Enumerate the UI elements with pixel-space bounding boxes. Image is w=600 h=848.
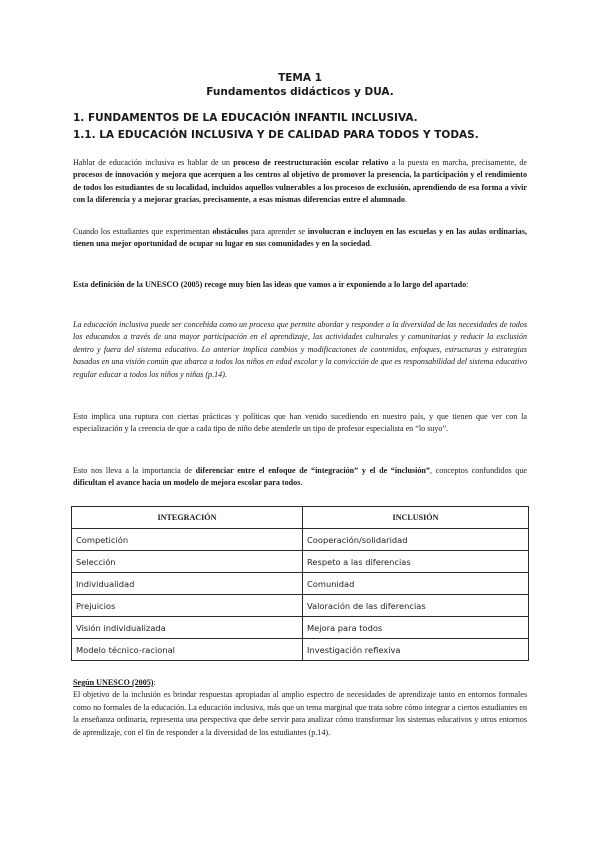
tema-title: TEMA 1 <box>278 72 322 84</box>
p5-bold-b: diferenciar entre el enfoque de “integración” y el de “inclusión” <box>195 466 430 475</box>
table-cell: Individualidad <box>72 573 303 595</box>
p1-bold-b: proceso de reestructuración escolar relativo <box>233 158 389 167</box>
table-cell: Visión individualizada <box>72 617 303 639</box>
paragraph-obstacles <box>73 226 527 251</box>
table-cell: Modelo técnico-racional <box>72 639 303 661</box>
header-integracion: INTEGRACIÓN <box>72 507 303 529</box>
p6-text: El objetivo de la inclusión es brindar respuestas apropiadas al amplio espectro de necesidades de aprendizaje tanto en entornos formales como no formales de la educación. La educación inclusiva, más que un tema marginal que trata sobre cómo integrar a ciertos estudiantes en la enseñanza ordinaria, representa una perspectiva que debe servir para analizar cómo transformar los sistemas educativos y otros entornos de aprendizaje, con el fin de responder a la diversidad de los estudiantes (p.14). <box>73 690 527 737</box>
p2-bold-b: obstáculos <box>212 227 249 236</box>
table-cell: Selección <box>72 551 303 573</box>
table-row <box>72 617 529 639</box>
table-cell: Investigación reflexiva <box>303 639 529 661</box>
p1-text-a: Hablar de educación inclusiva es hablar de un <box>73 158 234 167</box>
p6-label: Según UNESCO (2005) <box>73 678 154 687</box>
p5-text-a: Esto nos lleva a la importancia de <box>73 466 196 475</box>
table-row <box>72 639 529 661</box>
paragraph-unesco-objective <box>73 677 527 739</box>
quote-block: La educación inclusiva puede ser concebida como un proceso que permite abordar y responder a la diversidad de las necesidades de todos los educandos a través de una mayor participación en el aprendizaje, las actividades culturales y comunitarias y reducir la exclusión dentro y fuera del sistema educativo. Lo anterior implica cambios y modificaciones de contenidos, enfoques, estructuras y estrategias basados en una visión común que abarca a todos los niños en edad escolar y la convicción de que es responsabilidad del sistema educativo regular educar a todos los niños y niñas (p.14). <box>73 320 527 379</box>
p2-text-a: Cuando los estudiantes que experimentan <box>73 227 213 236</box>
table-cell: Cooperación/solidaridad <box>303 529 529 551</box>
paragraph-integration-inclusion <box>73 465 527 490</box>
table-row <box>72 573 529 595</box>
p2-text-e: . <box>369 239 372 249</box>
table-row <box>72 529 529 551</box>
p6-colon: : <box>153 678 156 687</box>
table-cell: Mejora para todos <box>303 617 529 639</box>
tema-subtitle: Fundamentos didácticos y DUA. <box>206 86 394 98</box>
paragraph-rupture: Esto implica una ruptura con ciertas prácticas y políticas que han venido sucediendo en nuestro país, y que tienen que ver con la especialización y la creencia de que a cada tipo de niño debe atenderle un tipo de profesor especialista en “lo suyo”. <box>73 412 527 434</box>
p1-bold-d: procesos de innovación y mejora que acerquen a los centros al objetivo de promover la presencia, la participación y el rendimiento de todos los estudiantes de su localidad, incluidos aquellos vulnerables a los procesos de exclusión, aprendiendo de esa forma a vivir con la diferencia y a mejorar gracias, precisamente, a esas mismas diferencias entre el alumnado <box>73 170 527 205</box>
header-inclusion: INCLUSIÓN <box>303 507 529 529</box>
p1-text-e: . <box>404 195 407 205</box>
p3-text-b: : <box>466 280 469 289</box>
paragraph-intro <box>73 157 527 207</box>
table-cell: Competición <box>72 529 303 551</box>
comparison-table <box>71 506 529 661</box>
p5-bold-d: dificultan el avance hacia un modelo de mejora escolar para todos <box>73 478 301 488</box>
p2-bold-d: involucran e incluyen en las escuelas y en las aulas ordinarias, tienen una mejor oportunidad de ocupar su lugar en sus comunidades y en la sociedad <box>73 227 527 249</box>
p5-text-c: , conceptos confundidos que <box>429 466 527 475</box>
table-cell: Comunidad <box>303 573 529 595</box>
table-header-row <box>72 507 529 529</box>
table-row <box>72 595 529 617</box>
table-row <box>72 551 529 573</box>
p3-bold-a: Esta definición de la UNESCO (2005) recoge muy bien las ideas que vamos a ir exponiendo a lo largo del apartado <box>73 280 467 289</box>
table-cell: Respeto a las diferencias <box>303 551 529 573</box>
subsection-heading: 1.1. LA EDUCACIÓN INCLUSIVA Y DE CALIDAD PARA TODOS Y TODAS. <box>73 129 479 141</box>
table-cell: Prejuicios <box>72 595 303 617</box>
table-cell: Valoración de las diferencias <box>303 595 529 617</box>
p5-text-e: . <box>300 478 303 488</box>
paragraph-unesco-definition <box>73 279 527 291</box>
section-heading: 1. FUNDAMENTOS DE LA EDUCACIÓN INFANTIL INCLUSIVA. <box>73 112 418 124</box>
p2-text-c: para aprender se <box>248 227 308 236</box>
p1-text-c: a la puesta en marcha, precisamente, de <box>388 158 527 167</box>
